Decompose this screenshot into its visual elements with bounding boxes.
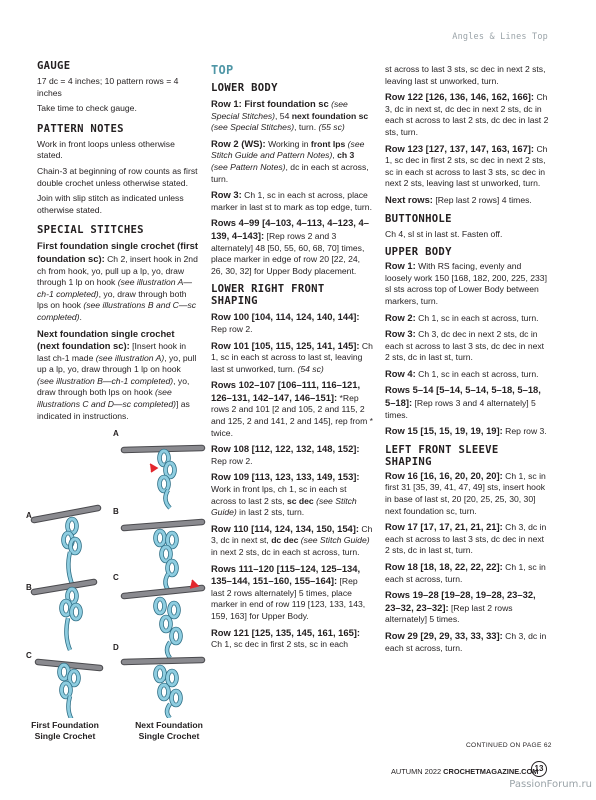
rows-102-107: Rows 102–107 [106–111, 116–121, 126–131, 142–147, 146–151]: *Rep rows 2 and 101 [2 and 105, 2 and 115, 2 and 125, 2 and 141, 2 and 145], rep from * twice. [211,379,373,438]
ub-row-1: Row 1: With RS facing, evenly and loosely work 150 [168, 182, 200, 225, 233] sl sts across top of Lower Body between markers, turn. [385,260,547,306]
next-rows: Next rows: [Rep last 2 rows] 4 times. [385,193,532,205]
page-number: 13 [531,761,547,777]
note-1: Work in front loops unless otherwise stated. [37,138,175,161]
column-right [385,64,550,654]
nfsc-end: ] as indicated in instructions. [37,399,190,421]
fsc-end: . [79,311,82,322]
row-109: Row 109 [113, 123, 133, 149, 153]: Work in front lps, ch 1, sc in each st across to last 2 sts, sc dec (see Stitch Guide) in last 2 sts, turn. [211,471,360,518]
nfsc-definition [37,328,199,423]
nfsc-title: Next foundation single crochet (next foundation sc): [37,327,175,352]
nfsc-text: [Insert hook in last ch-1 made [37,341,187,363]
rows-111-120: Rows 111–120 [115–124, 125–134, 135–144, 151–160, 155–164]: [Rep last 2 rows alternately] 5 times, place marker in end of row 119 [123, 133, 143, 159, 163] for Upper Body. [211,562,366,621]
fsc-title: First foundation single crochet (first foundation sc): [37,240,198,264]
lf-rows-19-28: Rows 19–28 [19–28, 19–28, 23–32, 23–32, 23–32]: [Rep last 2 rows alternately] 5 times. [385,589,536,625]
publication-line: AUTUMN 2022 CROCHETMAGAZINE.COM [391,767,539,776]
note-2: Chain-3 at beginning of row counts as first double crochet unless otherwise stated. [37,165,198,188]
label-b-left: B [26,583,32,592]
gauge-text: 17 dc = 4 inches; 10 pattern rows = 4 inches [37,76,179,98]
label-c-right: C [113,573,119,582]
nfsc-text2: , yo, pull up a lp, yo, draw through 1 lp on hook [37,352,197,375]
next-foundation-steps [113,429,202,718]
row-121: Row 121 [125, 135, 145, 161, 165]: Ch 1, sc dec in first 2 sts, sc in each [211,626,361,650]
label-c-left: C [26,651,32,660]
nfsc-ref-cd: (see illustrations C and D—sc completed) [37,387,176,410]
ub-row-15: Row 15 [15, 15, 19, 19, 19]: Rep row 3. [385,425,547,437]
continued-note: CONTINUED ON PAGE 62 [466,742,552,749]
nfsc-ref-a: (see illustration A) [95,352,165,363]
ub-row-3: Row 3: Ch 3, dc dec in next 2 sts, dc in each st across to last 3 sts, dc dec in next 2 sts, dc in last st, turn. [385,328,545,363]
ub-row-2: Row 2: Ch 1, sc in each st across, turn. [385,311,539,323]
row-3: Row 3: Ch 1, sc in each st across, place marker in last st to mark as top edge, turn. [211,189,372,212]
row-100: Row 100 [104, 114, 124, 140, 144]: Rep row 2. [211,311,360,334]
row-1: Row 1: First foundation sc (see Special Stitches), 54 next foundation sc (see Special Stitches), turn. (55 sc) [211,98,369,133]
rows-4-99: Rows 4–99 [4–103, 4–113, 4–123, 4–139, 4–143]: [Rep rows 2 and 3 alternately] 48 [50, 55, 60, 68, 70] times, place marker in edge of row 20 [22, 24, 26, 30, 32] for Upper Body placement. [211,217,369,276]
stitch-illustration [20,428,208,743]
special-stitches-heading: SPECIAL STITCHES [37,224,144,237]
nfsc-text3: , yo, draw through both lps on hook [37,375,190,398]
row-108: Row 108 [112, 122, 132, 148, 152]: Rep row 2. [211,443,360,466]
buttonhole-heading: BUTTONHOLE [385,212,452,225]
label-a-left: A [26,511,32,520]
gauge-heading: GAUGE [37,60,71,72]
row-121-continued: st across to last 3 sts, sc dec in next 2 sts, leaving last st unworked, turn. [385,64,546,86]
watermark: PassionForum.ru [509,779,592,790]
first-foundation-steps [26,508,100,718]
caption-next-foundation: Next Foundation Single Crochet [135,720,203,741]
note-3: Join with slip stitch as indicated unless otherwise stated. [37,193,184,215]
fsc-text2: , yo, draw through both lps on hook [37,288,187,311]
fsc-definition [37,240,199,323]
ub-row-4: Row 4: Ch 1, sc in each st across, turn. [385,367,539,379]
fsc-ref-bc: (see illustrations B and C—sc completed) [37,300,197,322]
fsc-text: Ch 2, insert hook in 2nd ch from hook, yo, pull up a lp, yo, draw through 1 lp on hook [37,253,198,288]
label-b-right: B [113,507,119,516]
running-header: Angles & Lines Top [452,32,548,42]
upper-body-heading: UPPER BODY [385,246,452,259]
lf-row-17: Row 17 [17, 17, 21, 21, 21]: Ch 3, dc in each st across to last 3 sts, dc dec in next 2 sts, dc in last st, turn. [385,521,547,556]
lower-body-heading: LOWER BODY [211,82,278,94]
gauge-check: Take time to check gauge. [37,103,137,114]
row-101: Row 101 [105, 115, 125, 141, 145]: Ch 1, sc in each st across to last st, leaving last st unworked, turn. (54 sc) [211,339,373,374]
label-d-right: D [113,643,119,652]
row-122: Row 122 [126, 136, 146, 162, 166]: Ch 3, dc in next st, dc dec in next 2 sts, dc in each st across to last 2 sts, dc dec in last 2 sts, turn. [385,91,549,137]
pattern-notes-heading: PATTERN NOTES [37,122,124,135]
lf-row-16: Row 16 [16, 16, 20, 20, 20]: Ch 1, sc in first 31 [35, 39, 41, 47, 49] sts, insert hook in base of last st, 20 [20, 25, 25, 30, 30] next foundation sc, turn. [385,469,546,516]
caption-first-foundation: First Foundation Single Crochet [31,720,99,741]
row-110: Row 110 [114, 124, 134, 150, 154]: Ch 3, dc in next st, dc dec (see Stitch Guide) in next 2 sts, dc in each st across, turn. [211,522,373,557]
buttonhole-text: Ch 4, sl st in last st. Fasten off. [385,228,503,239]
illustration-svg [20,428,208,718]
row-2: Row 2 (WS): Working in front lps (see Stitch Guide and Pattern Notes), ch 3 (see Pattern Notes), dc in each st across, turn. [211,137,369,184]
row-123: Row 123 [127, 137, 147, 163, 167]: Ch 1, sc dec in first 2 sts, sc dec in next 2 sts, sc in each st across to last 3 sts, sc dec in next 2 sts, leaving last st unworked, turn. [385,142,548,189]
top-heading: TOP [211,63,234,77]
fsc-ref-a: (see illustration A—ch-1 completed) [37,277,192,299]
column-left [37,60,199,422]
left-front-sleeve-heading: LEFT FRONT SLEEVE SHAPING [385,443,499,468]
ub-rows-5-14: Rows 5–14 [5–14, 5–14, 5–18, 5–18, 5–18]: [Rep rows 3 and 4 alternately] 5 times. [385,384,541,420]
lf-row-29: Row 29 [29, 29, 33, 33, 33]: Ch 3, dc in each st across, turn. [385,629,547,653]
lower-right-heading: LOWER RIGHT FRONT SHAPING [211,283,325,308]
lf-row-18: Row 18 [18, 18, 22, 22, 22]: Ch 1, sc in each st across, turn. [385,561,546,584]
label-a-right: A [113,429,119,438]
column-middle [211,64,373,651]
nfsc-ref-b: (see illustration B—ch-1 completed) [37,375,174,386]
